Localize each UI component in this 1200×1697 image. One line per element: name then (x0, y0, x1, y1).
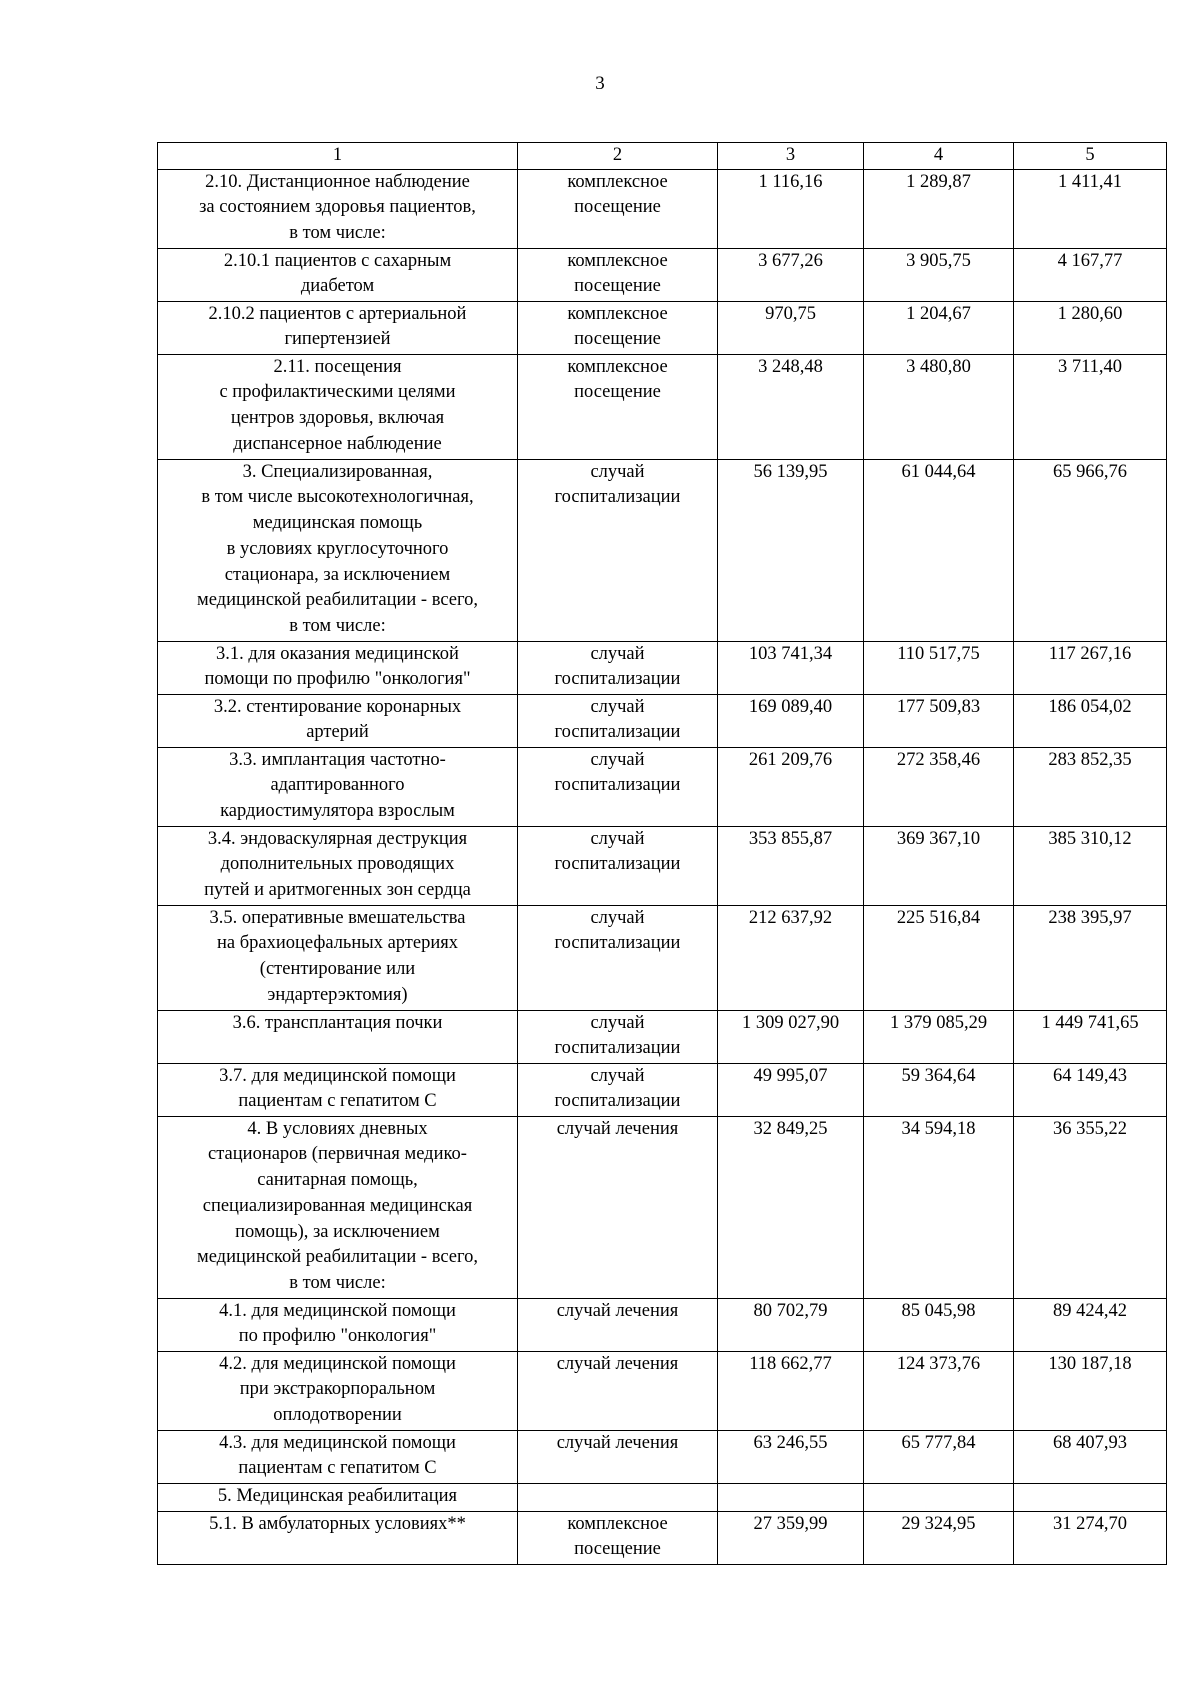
service-name-cell: 4.3. для медицинской помощи пациентам с гепатитом С (158, 1430, 518, 1483)
value-col4-cell: 85 045,98 (864, 1298, 1014, 1351)
table-row (158, 905, 1167, 1010)
value-col5-cell: 1 411,41 (1014, 169, 1167, 248)
unit-cell: комплексное посещение (518, 301, 718, 354)
service-name-cell: 2.10.2 пациентов с артериальной гипертензией (158, 301, 518, 354)
value-col3-cell: 80 702,79 (718, 1298, 864, 1351)
value-col3-cell (718, 1483, 864, 1511)
value-col4-cell: 3 905,75 (864, 248, 1014, 301)
value-col4-cell: 1 204,67 (864, 301, 1014, 354)
column-header: 1 (158, 143, 518, 170)
value-col3-cell: 970,75 (718, 301, 864, 354)
table-row (158, 694, 1167, 747)
service-name-cell: 3.1. для оказания медицинской помощи по профилю "онкология" (158, 641, 518, 694)
table-row (158, 248, 1167, 301)
value-col4-cell: 29 324,95 (864, 1511, 1014, 1564)
unit-cell: случай лечения (518, 1116, 718, 1298)
value-col3-cell: 1 116,16 (718, 169, 864, 248)
value-col5-cell: 1 449 741,65 (1014, 1010, 1167, 1063)
column-header: 5 (1014, 143, 1167, 170)
value-col4-cell: 272 358,46 (864, 747, 1014, 826)
value-col4-cell: 3 480,80 (864, 354, 1014, 459)
value-col5-cell: 283 852,35 (1014, 747, 1167, 826)
service-name-cell: 3.4. эндоваскулярная деструкция дополнительных проводящих путей и аритмогенных зон сердца (158, 826, 518, 905)
value-col4-cell: 124 373,76 (864, 1351, 1014, 1430)
value-col3-cell: 353 855,87 (718, 826, 864, 905)
value-col5-cell: 68 407,93 (1014, 1430, 1167, 1483)
table-row (158, 1430, 1167, 1483)
table-row (158, 1010, 1167, 1063)
value-col3-cell: 63 246,55 (718, 1430, 864, 1483)
unit-cell: случай лечения (518, 1430, 718, 1483)
service-name-cell: 3.2. стентирование коронарных артерий (158, 694, 518, 747)
value-col4-cell: 110 517,75 (864, 641, 1014, 694)
table-row (158, 641, 1167, 694)
table-row (158, 747, 1167, 826)
table-row (158, 1511, 1167, 1564)
value-col5-cell: 4 167,77 (1014, 248, 1167, 301)
table-row (158, 301, 1167, 354)
table-row (158, 1483, 1167, 1511)
table-row (158, 1351, 1167, 1430)
service-name-cell: 3.7. для медицинской помощи пациентам с гепатитом С (158, 1063, 518, 1116)
unit-cell: случай лечения (518, 1298, 718, 1351)
value-col5-cell: 1 280,60 (1014, 301, 1167, 354)
unit-cell: случай лечения (518, 1351, 718, 1430)
value-col5-cell: 89 424,42 (1014, 1298, 1167, 1351)
value-col5-cell: 186 054,02 (1014, 694, 1167, 747)
table-row (158, 459, 1167, 641)
column-header: 4 (864, 143, 1014, 170)
value-col3-cell: 118 662,77 (718, 1351, 864, 1430)
unit-cell: случай госпитализации (518, 459, 718, 641)
value-col3-cell: 3 248,48 (718, 354, 864, 459)
table-row (158, 826, 1167, 905)
service-name-cell: 5.1. В амбулаторных условиях** (158, 1511, 518, 1564)
value-col3-cell: 49 995,07 (718, 1063, 864, 1116)
value-col5-cell: 130 187,18 (1014, 1351, 1167, 1430)
unit-cell: случай госпитализации (518, 694, 718, 747)
service-name-cell: 3.6. трансплантация почки (158, 1010, 518, 1063)
value-col5-cell: 64 149,43 (1014, 1063, 1167, 1116)
table-row (158, 1116, 1167, 1298)
service-name-cell: 4. В условиях дневных стационаров (первичная медико- санитарная помощь, специализированная медицинская помощь), за исключением медицинской реабилитации - всего, в том числе: (158, 1116, 518, 1298)
value-col3-cell: 1 309 027,90 (718, 1010, 864, 1063)
unit-cell: случай госпитализации (518, 1010, 718, 1063)
value-col4-cell: 1 379 085,29 (864, 1010, 1014, 1063)
table-row (158, 354, 1167, 459)
service-name-cell: 2.10. Дистанционное наблюдение за состоянием здоровья пациентов, в том числе: (158, 169, 518, 248)
service-name-cell: 5. Медицинская реабилитация (158, 1483, 518, 1511)
value-col5-cell: 117 267,16 (1014, 641, 1167, 694)
unit-cell: случай госпитализации (518, 1063, 718, 1116)
table-row (158, 1298, 1167, 1351)
table-row (158, 169, 1167, 248)
table-body (158, 169, 1167, 1564)
value-col5-cell: 31 274,70 (1014, 1511, 1167, 1564)
value-col4-cell: 369 367,10 (864, 826, 1014, 905)
column-header: 3 (718, 143, 864, 170)
unit-cell: комплексное посещение (518, 169, 718, 248)
unit-cell: случай госпитализации (518, 641, 718, 694)
table-row (158, 1063, 1167, 1116)
value-col4-cell: 177 509,83 (864, 694, 1014, 747)
value-col5-cell: 65 966,76 (1014, 459, 1167, 641)
service-name-cell: 4.2. для медицинской помощи при экстракорпоральном оплодотворении (158, 1351, 518, 1430)
value-col3-cell: 169 089,40 (718, 694, 864, 747)
value-col3-cell: 27 359,99 (718, 1511, 864, 1564)
column-header: 2 (518, 143, 718, 170)
page-number: 3 (595, 73, 605, 94)
service-name-cell: 4.1. для медицинской помощи по профилю "онкология" (158, 1298, 518, 1351)
table-header-row (158, 143, 1167, 170)
unit-cell: случай госпитализации (518, 905, 718, 1010)
value-col4-cell: 65 777,84 (864, 1430, 1014, 1483)
value-col5-cell: 385 310,12 (1014, 826, 1167, 905)
tariff-table (157, 142, 1167, 1565)
value-col5-cell (1014, 1483, 1167, 1511)
unit-cell: случай госпитализации (518, 747, 718, 826)
service-name-cell: 2.10.1 пациентов с сахарным диабетом (158, 248, 518, 301)
value-col3-cell: 32 849,25 (718, 1116, 864, 1298)
value-col5-cell: 36 355,22 (1014, 1116, 1167, 1298)
value-col3-cell: 261 209,76 (718, 747, 864, 826)
value-col3-cell: 3 677,26 (718, 248, 864, 301)
unit-cell: комплексное посещение (518, 248, 718, 301)
value-col4-cell: 1 289,87 (864, 169, 1014, 248)
unit-cell: комплексное посещение (518, 1511, 718, 1564)
value-col4-cell: 34 594,18 (864, 1116, 1014, 1298)
service-name-cell: 3.5. оперативные вмешательства на брахиоцефальных артериях (стентирование или эндартерэктомия) (158, 905, 518, 1010)
service-name-cell: 3.3. имплантация частотно- адаптированного кардиостимулятора взрослым (158, 747, 518, 826)
service-name-cell: 2.11. посещения с профилактическими целями центров здоровья, включая диспансерное наблюдение (158, 354, 518, 459)
value-col3-cell: 56 139,95 (718, 459, 864, 641)
value-col3-cell: 212 637,92 (718, 905, 864, 1010)
value-col5-cell: 238 395,97 (1014, 905, 1167, 1010)
value-col4-cell: 225 516,84 (864, 905, 1014, 1010)
value-col5-cell: 3 711,40 (1014, 354, 1167, 459)
unit-cell: случай госпитализации (518, 826, 718, 905)
service-name-cell: 3. Специализированная, в том числе высокотехнологичная, медицинская помощь в условиях круглосуточного стационара, за исключением медицинской реабилитации - всего, в том числе: (158, 459, 518, 641)
value-col4-cell: 59 364,64 (864, 1063, 1014, 1116)
unit-cell (518, 1483, 718, 1511)
value-col4-cell: 61 044,64 (864, 459, 1014, 641)
value-col4-cell (864, 1483, 1014, 1511)
unit-cell: комплексное посещение (518, 354, 718, 459)
value-col3-cell: 103 741,34 (718, 641, 864, 694)
